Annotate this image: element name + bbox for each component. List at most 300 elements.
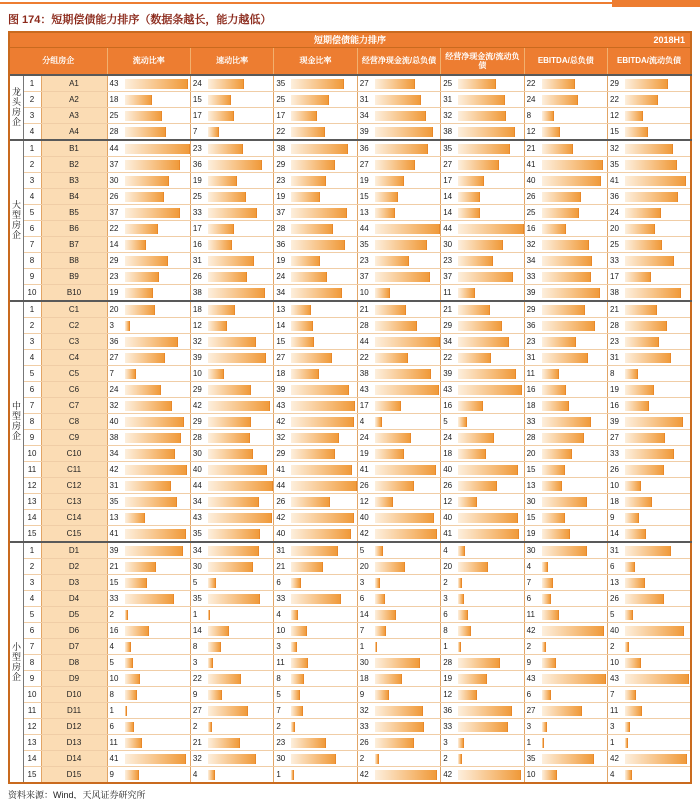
metric-wrap bbox=[358, 108, 440, 123]
rank-value: 3 bbox=[526, 722, 532, 731]
data-bar bbox=[458, 160, 499, 170]
metric-cell bbox=[274, 655, 357, 671]
metric-wrap bbox=[441, 189, 523, 204]
bar-track bbox=[208, 690, 272, 700]
data-bar bbox=[375, 208, 395, 218]
row-index: 14 bbox=[23, 751, 41, 767]
metric-wrap bbox=[274, 157, 356, 172]
bar-track bbox=[291, 610, 355, 620]
rank-value: 13 bbox=[359, 208, 369, 217]
company-name: D7 bbox=[41, 639, 107, 655]
metric-wrap bbox=[274, 398, 356, 413]
rank-value: 36 bbox=[276, 240, 286, 249]
metric-wrap bbox=[108, 575, 190, 590]
metric-wrap bbox=[525, 719, 607, 734]
rank-value: 8 bbox=[610, 369, 615, 378]
metric-wrap bbox=[191, 189, 273, 204]
metric-cell bbox=[274, 575, 357, 591]
metric-wrap bbox=[525, 92, 607, 107]
data-bar bbox=[291, 770, 293, 780]
rank-value: 15 bbox=[109, 578, 119, 587]
rank-value: 34 bbox=[109, 449, 119, 458]
bar-track bbox=[208, 127, 272, 137]
metric-wrap bbox=[191, 366, 273, 381]
table-row bbox=[9, 157, 691, 173]
rank-value: 21 bbox=[192, 738, 202, 747]
metric-wrap bbox=[358, 237, 440, 252]
rank-value: 26 bbox=[109, 192, 119, 201]
metric-cell bbox=[357, 124, 440, 141]
bar-track bbox=[542, 385, 606, 395]
metric-cell bbox=[608, 767, 691, 784]
rank-value: 42 bbox=[276, 417, 286, 426]
metric-cell bbox=[190, 189, 273, 205]
bar-track bbox=[125, 401, 189, 411]
metric-cell bbox=[441, 735, 524, 751]
metric-cell bbox=[608, 157, 691, 173]
bar-track bbox=[542, 658, 606, 668]
row-index: 1 bbox=[23, 542, 41, 559]
metric-cell bbox=[441, 719, 524, 735]
metric-wrap bbox=[525, 382, 607, 397]
data-bar bbox=[458, 513, 518, 523]
metric-cell bbox=[524, 140, 607, 157]
data-bar bbox=[208, 337, 256, 347]
table-row bbox=[9, 285, 691, 302]
rank-value: 38 bbox=[109, 433, 119, 442]
row-index: 10 bbox=[23, 446, 41, 462]
metric-cell bbox=[357, 478, 440, 494]
metric-wrap bbox=[608, 655, 690, 670]
data-bar bbox=[375, 288, 391, 298]
bar-track bbox=[542, 288, 606, 298]
rank-value: 29 bbox=[109, 256, 119, 265]
metric-wrap bbox=[358, 623, 440, 638]
data-bar bbox=[208, 529, 260, 539]
bar-track bbox=[208, 176, 272, 186]
metric-wrap bbox=[525, 302, 607, 317]
bar-track bbox=[125, 513, 189, 523]
bar-track bbox=[208, 722, 272, 732]
row-index: 6 bbox=[23, 623, 41, 639]
metric-cell bbox=[441, 301, 524, 318]
rank-value: 38 bbox=[276, 144, 286, 153]
data-bar bbox=[208, 546, 259, 556]
figure-title: 图 174：短期偿债能力排序（数据条越长，能力越低） bbox=[8, 14, 272, 26]
data-bar bbox=[291, 738, 326, 748]
metric-wrap bbox=[525, 318, 607, 333]
metric-cell bbox=[190, 767, 273, 784]
metric-cell bbox=[190, 205, 273, 221]
metric-cell bbox=[357, 285, 440, 302]
metric-cell bbox=[107, 382, 190, 398]
row-index: 4 bbox=[23, 591, 41, 607]
data-bar bbox=[625, 546, 671, 556]
metric-cell bbox=[107, 623, 190, 639]
metric-cell bbox=[524, 124, 607, 141]
bar-track bbox=[458, 594, 522, 604]
rank-value: 7 bbox=[526, 578, 532, 587]
metric-cell bbox=[274, 591, 357, 607]
bar-track bbox=[625, 288, 689, 298]
data-bar bbox=[125, 192, 164, 202]
metric-cell bbox=[190, 591, 273, 607]
rank-value: 30 bbox=[359, 658, 369, 667]
metric-wrap bbox=[441, 735, 523, 750]
bar-track bbox=[458, 401, 522, 411]
company-name: B6 bbox=[41, 221, 107, 237]
row-index: 6 bbox=[23, 382, 41, 398]
data-bar bbox=[458, 208, 479, 218]
metric-wrap bbox=[608, 302, 690, 317]
metric-wrap bbox=[108, 124, 190, 139]
bar-track bbox=[458, 738, 522, 748]
bar-track bbox=[291, 722, 355, 732]
metric-cell bbox=[441, 173, 524, 189]
bar-track bbox=[625, 417, 689, 427]
rank-value: 3 bbox=[443, 594, 448, 603]
bar-track bbox=[291, 562, 355, 572]
row-index: 4 bbox=[23, 350, 41, 366]
rank-value: 32 bbox=[192, 337, 202, 346]
bar-track bbox=[125, 240, 189, 250]
bar-track bbox=[208, 626, 272, 636]
data-bar bbox=[291, 385, 349, 395]
table-row bbox=[9, 494, 691, 510]
bar-track bbox=[458, 578, 522, 588]
data-bar bbox=[375, 658, 420, 668]
metric-cell bbox=[524, 623, 607, 639]
metric-cell bbox=[274, 639, 357, 655]
metric-cell bbox=[441, 414, 524, 430]
metric-wrap bbox=[191, 703, 273, 718]
metric-wrap bbox=[274, 687, 356, 702]
row-index: 12 bbox=[23, 719, 41, 735]
metric-cell bbox=[524, 334, 607, 350]
rank-value: 16 bbox=[109, 626, 119, 635]
rank-value: 21 bbox=[276, 562, 286, 571]
metric-wrap bbox=[274, 366, 356, 381]
bar-track bbox=[125, 658, 189, 668]
metric-wrap bbox=[525, 398, 607, 413]
group-label: 小型房企 bbox=[11, 641, 21, 682]
data-bar bbox=[458, 706, 512, 716]
metric-wrap bbox=[274, 543, 356, 558]
metric-wrap bbox=[274, 510, 356, 525]
metric-wrap bbox=[108, 446, 190, 461]
data-bar bbox=[208, 111, 234, 121]
rank-value: 3 bbox=[443, 738, 448, 747]
metric-wrap bbox=[441, 510, 523, 525]
data-bar bbox=[542, 497, 587, 507]
bar-track bbox=[542, 256, 606, 266]
bar-track bbox=[625, 770, 689, 780]
rank-value: 42 bbox=[192, 401, 202, 410]
rank-value: 20 bbox=[526, 449, 536, 458]
metric-cell bbox=[274, 462, 357, 478]
metric-wrap bbox=[358, 687, 440, 702]
metric-wrap bbox=[525, 559, 607, 574]
data-bar bbox=[625, 353, 671, 363]
metric-wrap bbox=[274, 559, 356, 574]
rank-value: 9 bbox=[526, 658, 532, 667]
rank-value: 27 bbox=[443, 160, 453, 169]
rank-value: 14 bbox=[443, 192, 453, 201]
company-name: D3 bbox=[41, 575, 107, 591]
row-index: 4 bbox=[23, 189, 41, 205]
metric-cell bbox=[357, 237, 440, 253]
metric-cell bbox=[524, 719, 607, 735]
data-bar bbox=[625, 562, 635, 572]
table-row bbox=[9, 124, 691, 141]
metric-wrap bbox=[108, 719, 190, 734]
metric-cell bbox=[357, 366, 440, 382]
metric-wrap bbox=[608, 510, 690, 525]
metric-wrap bbox=[108, 414, 190, 429]
data-bar bbox=[291, 497, 330, 507]
bar-track bbox=[625, 127, 689, 137]
row-index: 5 bbox=[23, 205, 41, 221]
bar-track bbox=[291, 321, 355, 331]
metric-cell bbox=[190, 334, 273, 350]
data-bar bbox=[542, 144, 574, 154]
metric-cell bbox=[524, 430, 607, 446]
data-bar bbox=[542, 353, 588, 363]
metric-cell bbox=[190, 414, 273, 430]
bar-track bbox=[542, 79, 606, 89]
metric-wrap bbox=[191, 124, 273, 139]
data-bar bbox=[291, 240, 345, 250]
rank-value: 26 bbox=[443, 481, 453, 490]
data-bar bbox=[208, 192, 246, 202]
rank-value: 12 bbox=[359, 497, 369, 506]
row-index: 12 bbox=[23, 478, 41, 494]
metric-cell bbox=[274, 446, 357, 462]
rank-value: 26 bbox=[359, 738, 369, 747]
bar-track bbox=[208, 144, 272, 154]
metric-wrap bbox=[441, 543, 523, 558]
data-bar bbox=[375, 754, 379, 764]
data-bar bbox=[375, 562, 405, 572]
rank-value: 42 bbox=[443, 770, 453, 779]
rank-value: 37 bbox=[109, 208, 119, 217]
data-bar bbox=[208, 305, 235, 315]
metric-wrap bbox=[191, 414, 273, 429]
metric-cell bbox=[274, 494, 357, 510]
data-bar bbox=[458, 754, 462, 764]
bar-track bbox=[375, 465, 439, 475]
data-bar bbox=[625, 658, 641, 668]
metric-cell bbox=[274, 751, 357, 767]
metric-cell bbox=[357, 301, 440, 318]
data-bar bbox=[125, 690, 138, 700]
metric-cell bbox=[524, 462, 607, 478]
metric-cell bbox=[357, 591, 440, 607]
company-name: A1 bbox=[41, 75, 107, 92]
bar-track bbox=[458, 288, 522, 298]
data-bar bbox=[208, 127, 219, 137]
bar-track bbox=[375, 160, 439, 170]
metric-wrap bbox=[441, 334, 523, 349]
company-name: B4 bbox=[41, 189, 107, 205]
bar-track bbox=[208, 192, 272, 202]
bar-track bbox=[125, 626, 189, 636]
table-row bbox=[9, 719, 691, 735]
bar-track bbox=[458, 706, 522, 716]
rank-value: 31 bbox=[109, 481, 119, 490]
rank-value: 5 bbox=[109, 658, 114, 667]
bar-track bbox=[125, 337, 189, 347]
company-name: D9 bbox=[41, 671, 107, 687]
bar-track bbox=[125, 127, 189, 137]
metric-cell bbox=[107, 189, 190, 205]
metric-wrap bbox=[441, 751, 523, 766]
metric-wrap bbox=[608, 253, 690, 268]
data-bar bbox=[375, 144, 429, 154]
table-row bbox=[9, 735, 691, 751]
metric-wrap bbox=[608, 623, 690, 638]
table-row bbox=[9, 189, 691, 205]
row-index: 9 bbox=[23, 430, 41, 446]
rank-value: 23 bbox=[443, 256, 453, 265]
metric-cell bbox=[441, 767, 524, 784]
rank-value: 29 bbox=[443, 321, 453, 330]
data-bar bbox=[542, 642, 546, 652]
metric-wrap bbox=[191, 285, 273, 300]
metric-cell bbox=[190, 462, 273, 478]
rank-value: 44 bbox=[276, 481, 286, 490]
metric-wrap bbox=[608, 92, 690, 107]
row-index: 8 bbox=[23, 253, 41, 269]
metric-cell bbox=[107, 237, 190, 253]
metric-cell bbox=[441, 189, 524, 205]
metric-wrap bbox=[525, 735, 607, 750]
metric-cell bbox=[274, 398, 357, 414]
bar-track bbox=[125, 546, 189, 556]
data-bar bbox=[291, 224, 333, 234]
rank-value: 33 bbox=[276, 594, 286, 603]
metric-cell bbox=[608, 478, 691, 494]
metric-cell bbox=[608, 237, 691, 253]
row-index: 6 bbox=[23, 221, 41, 237]
rank-value: 1 bbox=[359, 642, 365, 651]
metric-cell bbox=[524, 510, 607, 526]
data-bar bbox=[542, 385, 566, 395]
data-bar bbox=[625, 497, 652, 507]
data-bar bbox=[458, 369, 516, 379]
data-bar bbox=[625, 208, 661, 218]
bar-track bbox=[125, 111, 189, 121]
rank-value: 10 bbox=[526, 770, 536, 779]
table-row bbox=[9, 366, 691, 382]
bar-track bbox=[542, 240, 606, 250]
company-name: C12 bbox=[41, 478, 107, 494]
rank-value: 9 bbox=[192, 690, 198, 699]
rank-value: 22 bbox=[610, 95, 619, 104]
data-bar bbox=[625, 401, 649, 411]
bar-track bbox=[125, 176, 189, 186]
rank-value: 30 bbox=[526, 497, 536, 506]
metric-cell bbox=[441, 575, 524, 591]
bar-track bbox=[208, 465, 272, 475]
rank-value: 26 bbox=[610, 594, 619, 603]
metric-cell bbox=[190, 253, 273, 269]
bar-track bbox=[625, 642, 689, 652]
metric-cell bbox=[274, 623, 357, 639]
data-bar bbox=[542, 594, 552, 604]
rank-value: 6 bbox=[109, 722, 114, 731]
bar-track bbox=[458, 722, 522, 732]
data-bar bbox=[458, 738, 463, 748]
rank-value: 34 bbox=[359, 111, 369, 120]
bar-track bbox=[208, 706, 272, 716]
bar-track bbox=[375, 690, 439, 700]
metric-wrap bbox=[608, 334, 690, 349]
bar-track bbox=[458, 321, 522, 331]
data-bar bbox=[291, 658, 308, 668]
data-bar bbox=[125, 353, 166, 363]
bar-track bbox=[458, 208, 522, 218]
bar-track bbox=[291, 626, 355, 636]
metric-cell bbox=[274, 124, 357, 141]
rank-value: 38 bbox=[610, 288, 619, 297]
rank-value: 30 bbox=[192, 449, 202, 458]
rank-value: 27 bbox=[526, 706, 536, 715]
metric-wrap bbox=[191, 446, 273, 461]
metric-cell bbox=[608, 735, 691, 751]
period-label: 2018H1 bbox=[653, 35, 685, 45]
metric-wrap bbox=[274, 430, 356, 445]
bar-track bbox=[542, 272, 606, 282]
table-row bbox=[9, 510, 691, 526]
rank-value: 27 bbox=[109, 353, 119, 362]
metric-cell bbox=[357, 140, 440, 157]
data-bar bbox=[542, 529, 571, 539]
rank-value: 17 bbox=[192, 111, 202, 120]
metric-cell bbox=[608, 269, 691, 285]
company-name: D11 bbox=[41, 703, 107, 719]
rank-value: 43 bbox=[610, 674, 619, 683]
rank-value: 35 bbox=[276, 79, 286, 88]
bar-track bbox=[542, 578, 606, 588]
metric-wrap bbox=[608, 767, 690, 782]
metric-wrap bbox=[358, 92, 440, 107]
metric-cell bbox=[524, 221, 607, 237]
data-bar bbox=[291, 706, 302, 716]
row-index: 15 bbox=[23, 767, 41, 784]
data-bar bbox=[375, 610, 396, 620]
table-row bbox=[9, 221, 691, 237]
rank-value: 24 bbox=[192, 79, 202, 88]
metric-wrap bbox=[358, 285, 440, 300]
bar-track bbox=[125, 385, 189, 395]
bar-track bbox=[208, 594, 272, 604]
company-name: D2 bbox=[41, 559, 107, 575]
metric-wrap bbox=[274, 92, 356, 107]
metric-wrap bbox=[525, 108, 607, 123]
bar-track bbox=[542, 305, 606, 315]
bar-track bbox=[542, 594, 606, 604]
rank-value: 14 bbox=[443, 208, 453, 217]
column-header-current-ratio: 流动比率 bbox=[107, 48, 190, 76]
rank-value: 24 bbox=[359, 433, 369, 442]
data-bar bbox=[375, 176, 404, 186]
metric-cell bbox=[274, 719, 357, 735]
data-bar bbox=[375, 224, 440, 234]
metric-wrap bbox=[525, 687, 607, 702]
metric-cell bbox=[107, 221, 190, 237]
metric-cell bbox=[107, 366, 190, 382]
